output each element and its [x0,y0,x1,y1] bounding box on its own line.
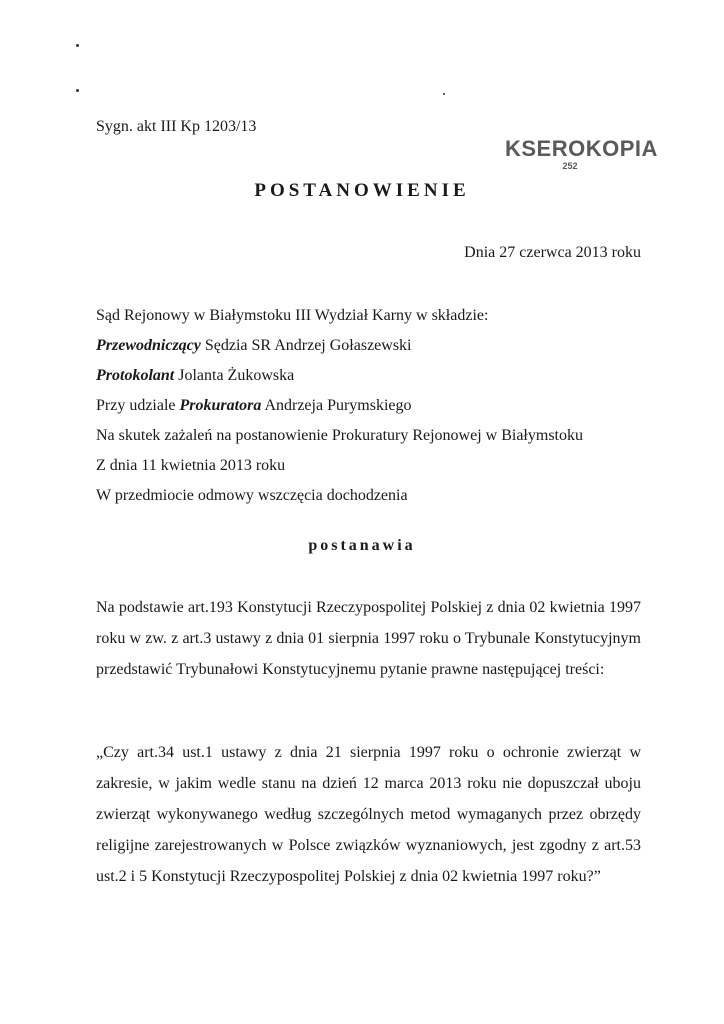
case-reference: Sygn. akt III Kp 1203/13 [96,118,257,135]
decision-heading: postanawia [308,537,416,554]
subject-line: W przedmiocie odmowy wszczęcia dochodzenia [96,487,408,504]
scan-speck [443,93,445,95]
chair-name: Sędzia SR Andrzej Gołaszewski [200,337,412,354]
court-composition [96,301,583,511]
document-title: POSTANOWIENIE [254,180,470,201]
legal-question-paragraph: „Czy art.34 ust.1 ustawy z dnia 21 sierpnia 1997 roku o ochronie zwierząt w zakresie, w jakim wedle stanu na dzień 12 marca 2013 roku nie dopuszczał uboju zwierząt wykonywanego według szczególnych metod wymaganych przez obrzędy religijne zarejestrowanych w Polsce związków wyznaniowych, jest zgodny z art.53 ust.2 i 5 Konstytucji Rzeczypospolitej Polskiej z dnia 02 kwietnia 1997 roku?” [96,744,641,885]
prosecutor-line [96,391,583,421]
prosecutor-label: Prokuratora [179,397,262,414]
court-line: Sąd Rejonowy w Białymstoku III Wydział Karny w składzie: [96,307,489,324]
stamp-number: 252 [562,161,578,171]
clerk-name: Jolanta Żukowska [174,367,295,384]
scan-speck [76,44,79,47]
clerk-line [96,361,583,391]
complaint-date-line: Z dnia 11 kwietnia 2013 roku [96,457,286,474]
document-date: Dnia 27 czerwca 2013 roku [464,244,641,261]
chair-label: Przewodniczący [96,337,201,354]
complaint-line: Na skutek zażaleń na postanowienie Prokuratury Rejonowej w Białymstoku [96,427,583,444]
stamp-text: KSEROKOPIA [505,136,658,161]
copy-stamp [505,136,658,171]
decision-paragraph: Na podstawie art.193 Konstytucji Rzeczypospolitej Polskiej z dnia 02 kwietnia 1997 roku w zw. z art.3 ustawy z dnia 01 sierpnia 1997 roku o Trybunale Konstytucyjnym przedstawić Trybunałowi Konstytucyjnemu pytanie prawne następującej treści: [96,599,641,678]
prosecutor-prefix: Przy udziale [96,397,180,414]
chair-line [96,331,583,361]
prosecutor-name: Andrzeja Purymskiego [261,397,412,414]
scan-speck [76,89,79,92]
clerk-label: Protokolant [96,367,175,384]
